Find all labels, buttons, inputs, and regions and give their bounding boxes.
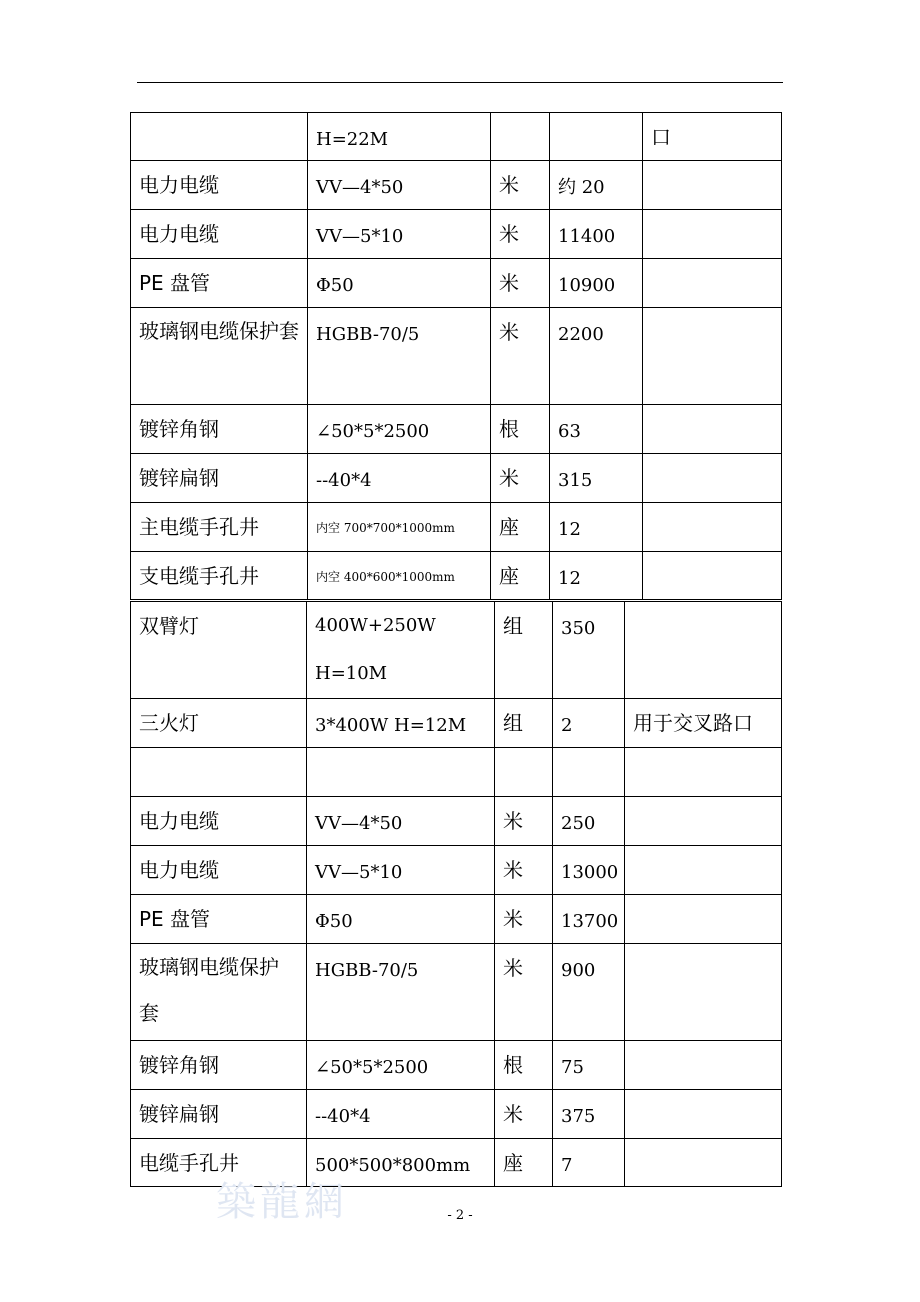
table-row xyxy=(131,161,782,210)
name-cell: 镀锌角钢 xyxy=(131,405,308,454)
unit-cell: 米 xyxy=(491,210,550,259)
qty-cell: 12 xyxy=(550,503,643,552)
note-cell xyxy=(643,552,782,600)
note-cell xyxy=(643,454,782,503)
qty-cell: 7 xyxy=(553,1139,625,1187)
note-cell xyxy=(625,602,782,699)
unit-cell: 米 xyxy=(495,944,553,1041)
unit-cell: 组 xyxy=(495,699,553,748)
materials-table-1 xyxy=(130,112,782,600)
note-cell xyxy=(625,1090,782,1139)
name-cell: 电缆手孔井 xyxy=(131,1139,307,1187)
unit-cell xyxy=(495,748,553,797)
spec-cell: 内空 700*700*1000mm xyxy=(308,503,491,552)
spec-cell: VV—4*50 xyxy=(308,161,491,210)
name-cell: 镀锌扁钢 xyxy=(131,454,308,503)
qty-cell: 315 xyxy=(550,454,643,503)
table-row xyxy=(131,503,782,552)
spec-cell: --40*4 xyxy=(307,1090,495,1139)
table-row xyxy=(131,846,782,895)
unit-cell: 米 xyxy=(495,797,553,846)
spec-cell: 内空 400*600*1000mm xyxy=(308,552,491,600)
qty-cell: 2 xyxy=(553,699,625,748)
page-number: - 2 - xyxy=(447,1208,473,1223)
name-cell: 玻璃钢电缆保护套 xyxy=(131,308,308,405)
note-cell xyxy=(625,1041,782,1090)
note-cell xyxy=(625,748,782,797)
note-cell xyxy=(643,503,782,552)
table-row xyxy=(131,944,782,1041)
table-row xyxy=(131,552,782,600)
qty-cell: 13000 xyxy=(553,846,625,895)
name-cell: 双臂灯 xyxy=(131,602,307,699)
materials-table-2 xyxy=(130,601,782,1187)
spec-cell: VV—4*50 xyxy=(307,797,495,846)
note-cell xyxy=(643,308,782,405)
name-cell xyxy=(131,113,308,161)
name-cell: 电力电缆 xyxy=(131,797,307,846)
table-row xyxy=(131,210,782,259)
table-row xyxy=(131,748,782,797)
table-row xyxy=(131,308,782,405)
name-cell: 支电缆手孔井 xyxy=(131,552,308,600)
unit-cell xyxy=(491,113,550,161)
note-cell xyxy=(625,846,782,895)
spec-cell: VV—5*10 xyxy=(308,210,491,259)
note-cell xyxy=(625,1139,782,1187)
unit-cell: 米 xyxy=(495,846,553,895)
qty-cell: 11400 xyxy=(550,210,643,259)
qty-cell: 10900 xyxy=(550,259,643,308)
spec-cell xyxy=(307,602,495,699)
name-cell: 镀锌扁钢 xyxy=(131,1090,307,1139)
name-cell xyxy=(131,748,307,797)
note-cell xyxy=(625,895,782,944)
qty-cell xyxy=(553,748,625,797)
spec-cell xyxy=(307,748,495,797)
note-cell xyxy=(625,944,782,1041)
unit-cell: 米 xyxy=(495,1090,553,1139)
unit-cell: 座 xyxy=(491,503,550,552)
watermark: 築龍網 xyxy=(216,1179,348,1225)
qty-cell: 2200 xyxy=(550,308,643,405)
qty-cell: 900 xyxy=(553,944,625,1041)
note-cell xyxy=(643,405,782,454)
header-rule xyxy=(137,82,783,83)
spec-cell: --40*4 xyxy=(308,454,491,503)
qty-cell: 13700 xyxy=(553,895,625,944)
qty-cell: 12 xyxy=(550,552,643,600)
table-row xyxy=(131,454,782,503)
spec-cell: Φ50 xyxy=(308,259,491,308)
unit-cell: 米 xyxy=(491,454,550,503)
note-cell xyxy=(643,210,782,259)
name-cell: PE 盘管 xyxy=(131,259,308,308)
spec-cell: ∠50*5*2500 xyxy=(308,405,491,454)
note-cell xyxy=(625,797,782,846)
note-cell: 用于交叉路口 xyxy=(625,699,782,748)
name-cell: 主电缆手孔井 xyxy=(131,503,308,552)
spec-cell: HGBB-70/5 xyxy=(308,308,491,405)
qty-cell: 350 xyxy=(553,602,625,699)
spec-cell: 3*400W H=12M xyxy=(307,699,495,748)
unit-cell: 米 xyxy=(491,308,550,405)
qty-cell: 约 20 xyxy=(550,161,643,210)
unit-cell: 米 xyxy=(495,895,553,944)
note-cell xyxy=(643,259,782,308)
unit-cell: 座 xyxy=(495,1139,553,1187)
spec-cell: H=22M xyxy=(308,113,491,161)
unit-cell: 根 xyxy=(491,405,550,454)
unit-cell: 米 xyxy=(491,259,550,308)
qty-cell: 63 xyxy=(550,405,643,454)
table-row xyxy=(131,797,782,846)
name-cell: 电力电缆 xyxy=(131,210,308,259)
qty-cell: 75 xyxy=(553,1041,625,1090)
spec-cell: VV—5*10 xyxy=(307,846,495,895)
name-cell: 玻璃钢电缆保护套 xyxy=(131,944,307,1041)
name-cell: 电力电缆 xyxy=(131,161,308,210)
name-cell: PE 盘管 xyxy=(131,895,307,944)
unit-cell: 座 xyxy=(491,552,550,600)
table-row xyxy=(131,113,782,161)
spec-cell: ∠50*5*2500 xyxy=(307,1041,495,1090)
qty-cell: 375 xyxy=(553,1090,625,1139)
unit-cell: 米 xyxy=(491,161,550,210)
table-row xyxy=(131,895,782,944)
note-cell xyxy=(643,161,782,210)
table-row xyxy=(131,1041,782,1090)
name-cell: 电力电缆 xyxy=(131,846,307,895)
name-cell: 三火灯 xyxy=(131,699,307,748)
name-cell: 镀锌角钢 xyxy=(131,1041,307,1090)
table-row xyxy=(131,602,782,699)
spec-cell: Φ50 xyxy=(307,895,495,944)
table-row xyxy=(131,405,782,454)
unit-cell: 组 xyxy=(495,602,553,699)
qty-cell xyxy=(550,113,643,161)
table-row xyxy=(131,699,782,748)
spec-cell: 500*500*800mm xyxy=(307,1139,495,1187)
qty-cell: 250 xyxy=(553,797,625,846)
note-cell: 口 xyxy=(643,113,782,161)
spec-line: 400W+250W xyxy=(315,615,436,636)
spec-cell: HGBB-70/5 xyxy=(307,944,495,1041)
table-row xyxy=(131,1090,782,1139)
unit-cell: 根 xyxy=(495,1041,553,1090)
spec-line: H=10M xyxy=(315,663,388,684)
table-row xyxy=(131,259,782,308)
